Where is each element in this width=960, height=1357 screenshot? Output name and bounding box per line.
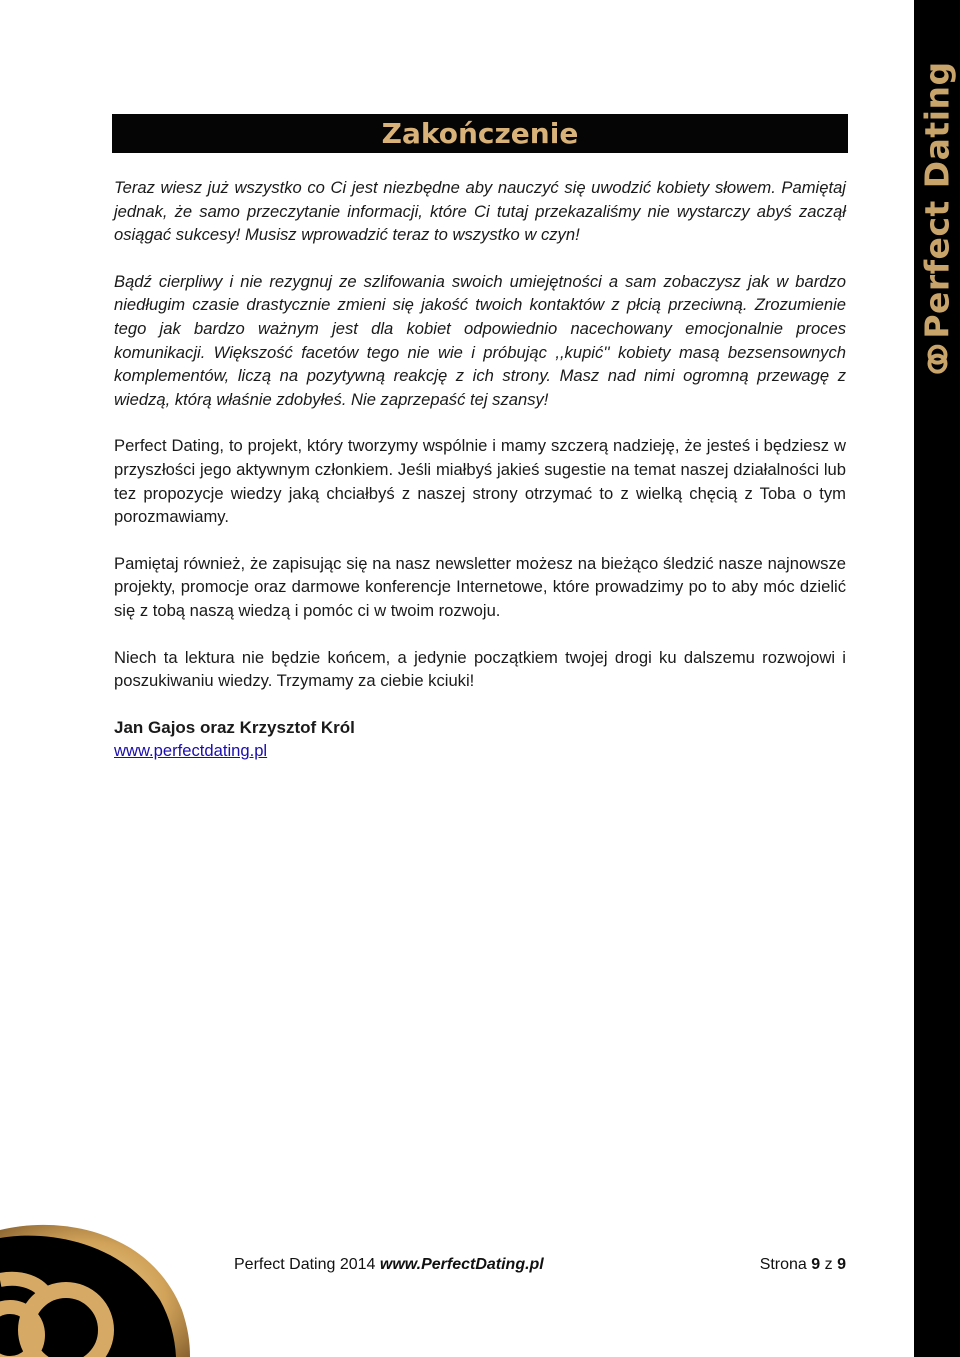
footer-left xyxy=(234,1256,544,1274)
page-label: Strona xyxy=(759,1256,807,1273)
paragraph-patience: Bądź cierpliwy i nie rezygnuj ze szlifowania swoich umiejętności a sam zobaczysz jak w bardzo niedługim czasie drastycznie zmieni się jakość twoich kontaktów z płcią przeciwną. Zrozumienie tego jak bardzo ważnym jest dla kobiet odpowiednio nacechowany emocjonalnie proces komunikacji. Większość facetów tego nie wie i próbując ,,kupić'' kobiety masą bezsensownych komplementów, liczą na pozytywną reakcję z ich strony. Masz nad nimi ogromną przewagę z wiedzą, którą właśnie zdobyłeś. Nie zaprzepaść tej szansy! xyxy=(114,271,846,409)
page-title: Zakończenie xyxy=(381,117,579,150)
main-content xyxy=(114,176,846,763)
brand-sidebar xyxy=(914,0,960,1357)
paragraph-project: Perfect Dating, to projekt, który tworzymy wspólnie i mamy szczerą nadzieję, że jesteś i będziesz w przyszłości jego aktywnym członkiem. Jeśli miałbyś jakieś sugestie na temat naszej działalności lub tez propozycje wiedzy jaką chciałbyś z naszej strony otrzymać to z wielką chęcią z Toba o tym porozmawiamy. xyxy=(114,436,846,527)
title-bar xyxy=(112,114,848,153)
paragraph-newsletter: Pamiętaj również, że zapisując się na nasz newsletter możesz na bieżąco śledzić nasze najnowsze projekty, promocje oraz darmowe konferencje Internetowe, które prowadzimy po to aby móc dzielić się z tobą naszą wiedzą i pomóc ci w twoim rozwoju. xyxy=(114,553,846,620)
brand-name: Perfect Dating xyxy=(917,61,957,339)
page-current: 9 xyxy=(811,1256,821,1273)
page-total: 9 xyxy=(837,1256,846,1273)
page-footer xyxy=(234,1256,846,1274)
paragraph-intro: Teraz wiesz już wszystko co Ci jest niezbędne aby nauczyć się uwodzić kobiety słowem. Pamiętaj jednak, że samo przeczytanie informacji, które Ci tutaj przekazaliśmy nie wystarczy abyś zaczął osiągać sukcesy! Musisz wprowadzić teraz to wszystko w czyn! xyxy=(114,178,846,245)
brand-logo-icon xyxy=(922,345,952,375)
footer-site: www.PerfectDating.pl xyxy=(379,1256,544,1273)
paragraph-closing: Niech ta lektura nie będzie końcem, a jedynie początkiem twojej drogi ku dalszemu rozwojowi i poszukiwaniu wiedzy. Trzymamy za ciebie kciuki! xyxy=(114,647,846,691)
website-link[interactable]: www.perfectdating.pl xyxy=(114,741,268,761)
brand-vertical xyxy=(918,61,957,374)
page-number xyxy=(760,1256,846,1274)
signature-authors: Jan Gajos oraz Krzysztof Król xyxy=(114,717,355,737)
page-separator: z xyxy=(824,1256,833,1273)
footer-copyright: Perfect Dating 2014 xyxy=(234,1256,376,1273)
corner-logo-icon xyxy=(0,1210,200,1357)
